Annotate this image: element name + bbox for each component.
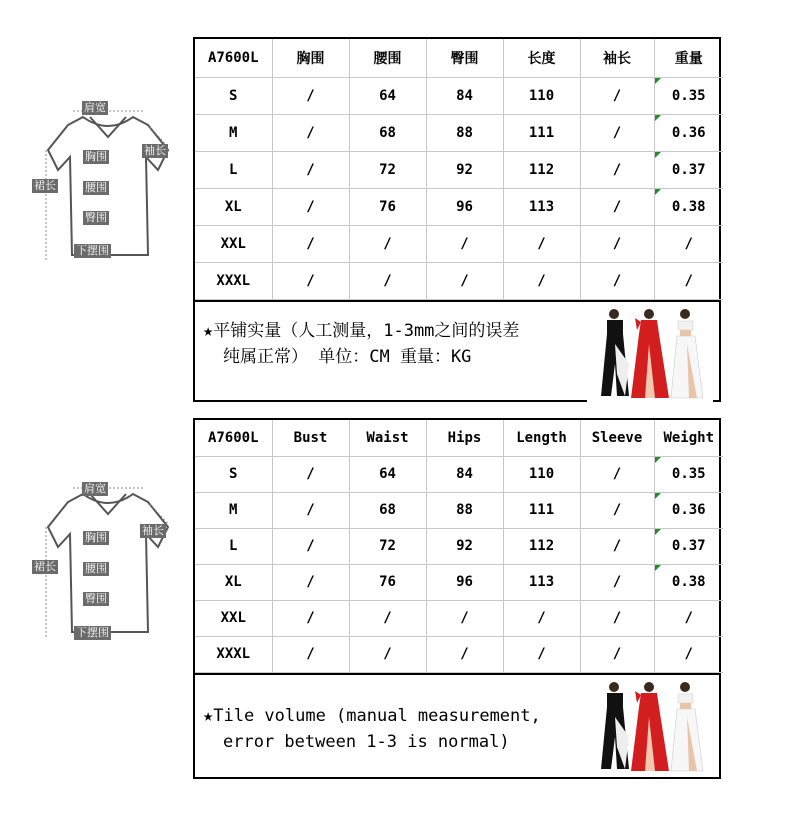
waist-label: 腰围: [85, 562, 107, 575]
table-cell: /: [272, 600, 349, 636]
table-row: [195, 188, 723, 225]
table-cell: /: [349, 636, 426, 672]
table-cell: 0.37: [654, 151, 723, 188]
table-cell: 88: [426, 114, 503, 151]
table-cell: 88: [426, 492, 503, 528]
note-line-1: ★Tile volume (manual measurement,: [203, 705, 541, 726]
note-text: [203, 318, 519, 370]
note-line-1: ★平铺实量（人工测量，1-3mm之间的误差: [203, 320, 520, 341]
header-cell: Length: [503, 420, 580, 456]
header-cell: A7600L: [195, 39, 272, 77]
table-cell: /: [503, 262, 580, 299]
table-cell: 96: [426, 564, 503, 600]
table-cell: /: [580, 600, 654, 636]
table-cell: /: [503, 636, 580, 672]
length-label: 裙长: [34, 560, 56, 573]
header-cell: Weight: [654, 420, 723, 456]
table-cell: /: [272, 188, 349, 225]
note-box-en: [195, 673, 719, 780]
table-cell: XXXL: [195, 636, 272, 672]
table-cell: 0.38: [654, 564, 723, 600]
table-row: [195, 262, 723, 299]
table-cell: /: [580, 636, 654, 672]
table-cell: 76: [349, 188, 426, 225]
dress-diagram-en: [28, 472, 178, 642]
table-cell: L: [195, 151, 272, 188]
table-cell: /: [272, 114, 349, 151]
note-line-2: error between 1-3 is normal): [223, 731, 510, 752]
table-cell: /: [580, 151, 654, 188]
table-cell: 0.38: [654, 188, 723, 225]
table-cell: 72: [349, 528, 426, 564]
table-cell: 64: [349, 77, 426, 114]
table-cell: /: [272, 492, 349, 528]
table-cell: /: [349, 262, 426, 299]
table-cell: 111: [503, 492, 580, 528]
table-cell: 84: [426, 456, 503, 492]
table-cell: 0.35: [654, 77, 723, 114]
table-row: [195, 492, 723, 528]
table-cell: 68: [349, 114, 426, 151]
models-photo-icon: [587, 677, 713, 775]
table-cell: /: [426, 600, 503, 636]
header-cell: Waist: [349, 420, 426, 456]
header-cell: 臀围: [426, 39, 503, 77]
hips-label: 臀围: [85, 211, 107, 224]
waist-label: 腰围: [85, 181, 107, 194]
size-table-en: [195, 420, 723, 673]
table-cell: /: [272, 528, 349, 564]
table-cell: /: [272, 456, 349, 492]
table-cell: 84: [426, 77, 503, 114]
table-row: [195, 600, 723, 636]
header-cell: Sleeve: [580, 420, 654, 456]
table-cell: M: [195, 492, 272, 528]
table-cell: /: [272, 77, 349, 114]
table-cell: 76: [349, 564, 426, 600]
table-cell: /: [349, 600, 426, 636]
table-cell: /: [580, 492, 654, 528]
table-cell: 113: [503, 188, 580, 225]
models-photo-icon: [587, 304, 713, 402]
size-chart-en: [193, 418, 721, 779]
table-row: [195, 456, 723, 492]
header-cell: 袖长: [580, 39, 654, 77]
hips-label: 臀围: [85, 592, 107, 605]
table-cell: 68: [349, 492, 426, 528]
chest-label: 胸围: [85, 531, 107, 544]
table-cell: /: [272, 564, 349, 600]
length-label: 裙长: [34, 179, 56, 192]
header-cell: 腰围: [349, 39, 426, 77]
note-box-cn: [195, 300, 719, 406]
table-cell: 112: [503, 151, 580, 188]
table-cell: S: [195, 456, 272, 492]
table-cell: XXL: [195, 600, 272, 636]
table-cell: 110: [503, 456, 580, 492]
table-cell: 0.36: [654, 492, 723, 528]
header-cell: Bust: [272, 420, 349, 456]
table-cell: /: [580, 456, 654, 492]
hem-label: 下摆围: [76, 626, 109, 639]
table-cell: XL: [195, 564, 272, 600]
table-cell: /: [580, 114, 654, 151]
table-cell: /: [503, 225, 580, 262]
table-cell: 0.36: [654, 114, 723, 151]
table-cell: /: [272, 151, 349, 188]
table-cell: /: [580, 262, 654, 299]
product-photo: [587, 304, 713, 402]
shoulder-label: 肩宽: [84, 101, 106, 114]
table-cell: /: [654, 636, 723, 672]
table-cell: 111: [503, 114, 580, 151]
header-cell: A7600L: [195, 420, 272, 456]
table-cell: /: [349, 225, 426, 262]
table-cell: S: [195, 77, 272, 114]
table-cell: 72: [349, 151, 426, 188]
table-cell: 92: [426, 151, 503, 188]
sleeve-label: 袖长: [144, 144, 166, 157]
table-cell: 0.35: [654, 456, 723, 492]
table-cell: 0.37: [654, 528, 723, 564]
shoulder-label: 肩宽: [84, 482, 106, 495]
size-chart-cn: [193, 37, 721, 402]
note-line-2: 纯属正常） 单位：CM 重量：KG: [223, 346, 472, 367]
table-header-row: [195, 420, 723, 456]
table-cell: /: [426, 636, 503, 672]
table-cell: M: [195, 114, 272, 151]
table-cell: /: [272, 225, 349, 262]
table-cell: XXXL: [195, 262, 272, 299]
table-cell: /: [580, 528, 654, 564]
table-cell: XL: [195, 188, 272, 225]
table-cell: /: [426, 262, 503, 299]
table-cell: /: [654, 600, 723, 636]
table-cell: 64: [349, 456, 426, 492]
table-cell: L: [195, 528, 272, 564]
dress-diagram-cn: [28, 95, 178, 265]
table-cell: 112: [503, 528, 580, 564]
table-cell: 96: [426, 188, 503, 225]
table-cell: /: [580, 225, 654, 262]
header-cell: 胸围: [272, 39, 349, 77]
note-text: [203, 703, 541, 755]
table-cell: /: [580, 564, 654, 600]
chest-label: 胸围: [85, 150, 107, 163]
table-cell: /: [272, 262, 349, 299]
product-photo: [587, 677, 713, 775]
hem-label: 下摆围: [76, 244, 109, 257]
table-row: [195, 151, 723, 188]
table-row: [195, 528, 723, 564]
table-cell: /: [654, 225, 723, 262]
table-header-row: [195, 39, 723, 77]
header-cell: Hips: [426, 420, 503, 456]
table-cell: 110: [503, 77, 580, 114]
dress-outline-icon: [28, 472, 178, 642]
table-row: [195, 114, 723, 151]
table-row: [195, 225, 723, 262]
table-cell: /: [654, 262, 723, 299]
sleeve-label: 袖长: [142, 524, 164, 537]
table-cell: /: [426, 225, 503, 262]
table-cell: /: [580, 188, 654, 225]
table-row: [195, 564, 723, 600]
table-cell: /: [503, 600, 580, 636]
table-cell: 92: [426, 528, 503, 564]
table-cell: /: [580, 77, 654, 114]
size-table-cn: [195, 39, 723, 300]
header-cell: 重量: [654, 39, 723, 77]
table-cell: /: [272, 636, 349, 672]
header-cell: 长度: [503, 39, 580, 77]
table-cell: XXL: [195, 225, 272, 262]
table-cell: 113: [503, 564, 580, 600]
table-row: [195, 77, 723, 114]
table-row: [195, 636, 723, 672]
